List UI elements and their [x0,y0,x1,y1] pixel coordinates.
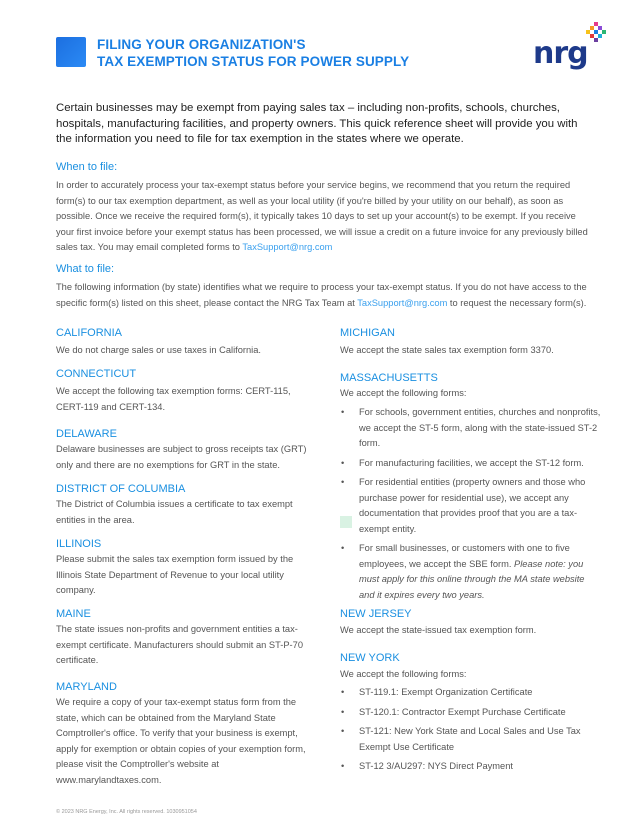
state-maine: MAINE [56,608,91,620]
state-maryland-text: We require a copy of your tax-exempt status form from the state, which can be obtained from the Maryland State Comptroller's office. To verify that your business is exempt, apply for exemption or obtain copies of your exemption form, please visit the Comptroller's website at www.marylandtaxes.com. [56,697,306,785]
state-michigan-text: We accept the state sales tax exemption form 3370. [340,345,554,355]
what-body-text-a: The following information (by state) identifies what we require to process your tax-exempt status. If you do not have access to the specific form(s) listed on this sheet, please contact the NRG Tax Team at [56,282,587,308]
header-accent-square [56,37,86,67]
list-item: • For residential entities (property owners and those who purchase power for residential use), we accept any documentation that provides proof that you are a tax-exempt entity. [340,475,602,537]
title-line-1: FILING YOUR ORGANIZATION'S [97,37,306,52]
logo-cross-icon [586,22,606,42]
state-massachusetts-text: We accept the following forms: [340,388,467,398]
what-to-file-body [56,280,591,311]
state-new-york: NEW YORK [340,652,400,664]
when-to-file-heading: When to file: [56,161,118,173]
list-item: • ST-119.1: Exempt Organization Certificate [340,685,590,701]
what-to-file-heading: What to file: [56,263,115,275]
page-title [97,36,409,70]
sbe-item-note: Please note: you must apply for this online through the MA state website and it expires every two years. [359,558,585,600]
state-illinois: ILLINOIS [56,538,102,550]
state-michigan: MICHIGAN [340,327,395,339]
highlight-marker [340,516,352,528]
tax-support-email-link-2[interactable]: TaxSupport@nrg.com [357,297,448,308]
massachusetts-form-list [340,405,602,603]
title-line-2: TAX EXEMPTION STATUS FOR POWER SUPPLY [97,54,410,69]
state-connecticut: CONNECTICUT [56,368,137,380]
list-item [340,541,602,603]
state-connecticut-text: We accept the following tax exemption forms: CERT-115, CERT-119 and CERT-134. [56,386,291,412]
state-illinois-text: Please submit the sales tax exemption form issued by the Illinois State Department of Revenue to your local utility company. [56,554,294,595]
state-dc-text: The District of Columbia issues a certificate to tax exempt entities in the area. [56,499,293,525]
state-california-text: We do not charge sales or use taxes in California. [56,345,261,355]
list-item: • ST-12 3/AU297: NYS Direct Payment [340,759,590,775]
state-delaware-text: Delaware businesses are subject to gross receipts tax (GRT) only and there are no exemptions for GRT in the state. [56,444,307,470]
state-new-york-text: We accept the following forms: [340,669,467,679]
tax-support-email-link[interactable]: TaxSupport@nrg.com [242,242,333,252]
logo-wordmark: nrg [533,36,588,71]
state-california: CALIFORNIA [56,327,123,339]
what-body-text-b: to request the necessary form(s). [447,297,587,308]
list-item: • ST-121: New York State and Local Sales and Use Tax Exempt Use Certificate [340,724,590,755]
when-body-text: In order to accurately process your tax-exempt status before your service begins, we recommend that you return the required form(s) to our tax exemption department, as well as your local utility (if you're billed by your utility on our behalf), as soon as possible. Once we receive the required form(s), it typically takes 10 days to set up your account(s) to be exempt. If you receive your first invoice before your exempt status has been processed, we will issue a credit on a future invoice for any previously billed sales tax. You may email completed forms to [56,180,588,252]
intro-paragraph: Certain businesses may be exempt from paying sales tax – including non-profits, schools, churches, hospitals, manufacturing facilities, and property owners. This quick reference sheet will provide you with the information you need to file for tax exemption in the states where we operate. [56,102,578,145]
state-maine-text: The state issues non-profits and government entities a tax-exempt certificate. Manufacturers should submit an ST-P-70 certificate. [56,624,303,665]
list-item: • ST-120.1: Contractor Exempt Purchase Certificate [340,705,590,721]
state-new-jersey-text: We accept the state-issued tax exemption form. [340,625,537,635]
list-item: • For schools, government entities, churches and nonprofits, we accept the ST-5 form, along with the state-issued ST-2 form. [340,405,602,452]
state-new-jersey: NEW JERSEY [340,608,412,620]
footer-copyright: © 2023 NRG Energy, Inc. All rights reserved. 1030951054 [56,809,197,815]
state-district-of-columbia: DISTRICT OF COLUMBIA [56,483,186,495]
list-item: • For manufacturing facilities, we accept the ST-12 form. [340,456,602,472]
sbe-item-text: For small businesses, or customers with one to five employees, we accept the SBE form. [359,543,570,569]
state-maryland: MARYLAND [56,681,117,693]
state-massachusetts: MASSACHUSETTS [340,372,438,384]
when-to-file-body [56,178,591,256]
state-delaware: DELAWARE [56,428,117,440]
nrg-logo [533,22,607,72]
new-york-form-list [340,685,590,775]
